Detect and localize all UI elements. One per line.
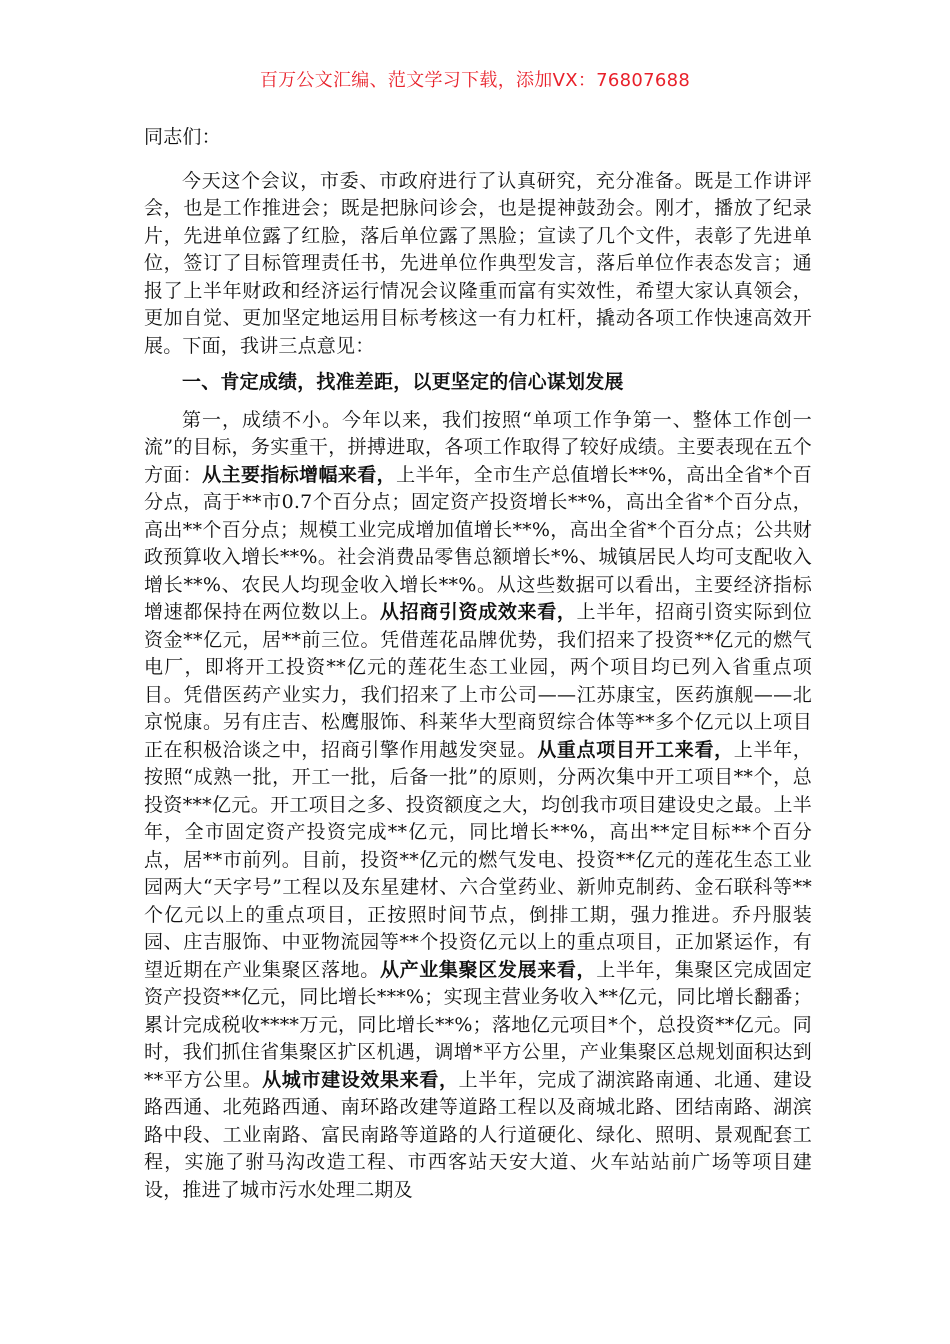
text-run: 第一，成绩不小。今年以来，我们按照“单项工作争第一、整体工作创一流”的目标，务实重干，拼搏进取，各项工作取得了较好成绩。主要表现在五个方面： (144, 408, 812, 486)
emphasis-indicators: 从主要指标增幅来看， (202, 463, 397, 486)
emphasis-projects: 从重点项目开工来看， (537, 738, 734, 761)
intro-paragraph: 今天这个会议，市委、市政府进行了认真研究，充分准备。既是工作讲评会，也是工作推进会；既是把脉问诊会，也是提神鼓劲会。刚才，播放了纪录片，先进单位露了红脸，落后单位露了黑脸；宣读了几个文件，表彰了先进单位，签订了目标管理责任书，先进单位作典型发言，落后单位作表态发言；通报了上半年财政和经济运行情况会议隆重而富有实效性，希望大家认真领会，更加自觉、更加坚定地运用目标考核这一有力杠杆，撬动各项工作快速高效开展。下面，我讲三点意见： (144, 169, 812, 357)
text-run: 上半年，全市生产总值增长**%，高出全省*个百分点，高于**市0.7个百分点；固定资产投资增长**%，高出全省*个百分点，高出**个百分点；规模工业完成增加值增长**%，高出全省*个百分点；公共财政预算收入增长**%。社会消费品零售总额增长*%、城镇居民人均可支配收入增长**%、农民人均现金收入增长**%。从这些数据可以看出，主要经济指标增速都保持在两位数以上。 (144, 463, 812, 623)
text-run: 上半年，集聚区完成固定资产投资**亿元，同比增长***%；实现主营业务收入**亿元，同比增长翻番；累计完成税收****万元，同比增长**%；落地亿元项目*个，总投资**亿元。同时，我们抓住省集聚区扩区机遇，调增*平方公里，产业集聚区总规划面积达到**平方公里。 (144, 958, 813, 1091)
emphasis-urban: 从城市建设效果来看， (262, 1068, 459, 1091)
emphasis-investment: 从招商引资成效来看， (379, 601, 577, 623)
text-run: 上半年，按照“成熟一批，开工一批，后备一批”的原则，分两次集中开工项目**个，总投资***亿元。开工项目之多、投资额度之大，均创我市项目建设史之最。上半年，全市固定资产投资完成**亿元，同比增长**%，高出**定目标**个百分点，居**市前列。目前，投资**亿元的燃气发电、投资**亿元的莲花生态工业园两大“天字号”工程以及东星建材、六合堂药业、新帅克制药、金石联科等**个亿元以上的重点项目，正按照时间节点，倒排工期，强力推进。乔丹服装园、庄吉服饰、中亚物流园等**个投资亿元以上的重点项目，正加紧运作，有望近期在产业集聚区落地。 (144, 738, 812, 981)
text-run: 上半年，招商引资实际到位资金**亿元，居**前三位。凭借莲花品牌优势，我们招来了投资**亿元的燃气电厂，即将开工投资**亿元的莲花生态工业园，两个项目均已列入省重点项目。凭借医药产业实力，我们招来了上市公司——江苏康宝，医药旗舰——北京悦康。另有庄吉、松鹰服饰、科莱华大型商贸综合体等**多个亿元以上项目正在积极洽谈之中，招商引擎作用越发突显。 (144, 601, 812, 761)
achievements-paragraph (144, 407, 812, 1205)
watermark-banner: 百万公文汇编、范文学习下载，添加VX：76807688 (259, 70, 691, 91)
text-run: 上半年，完成了湖滨路南通、北通、建设路西通、北苑路西通、南环路改建等道路工程以及商城北路、团结南路、湖滨路中段、工业南路、富民南路等道路的人行道硬化、绿化、照明、景观配套工程，实施了驸马沟改造工程、市西客站天安大道、火车站站前广场等项目建设，推进了城市污水处理二期及 (144, 1068, 812, 1201)
document-body (144, 124, 812, 1204)
section-heading: 一、肯定成绩，找准差距，以更坚定的信心谋划发展 (182, 371, 624, 393)
emphasis-cluster: 从产业集聚区发展来看， (379, 958, 597, 981)
salutation: 同志们： (144, 126, 221, 148)
